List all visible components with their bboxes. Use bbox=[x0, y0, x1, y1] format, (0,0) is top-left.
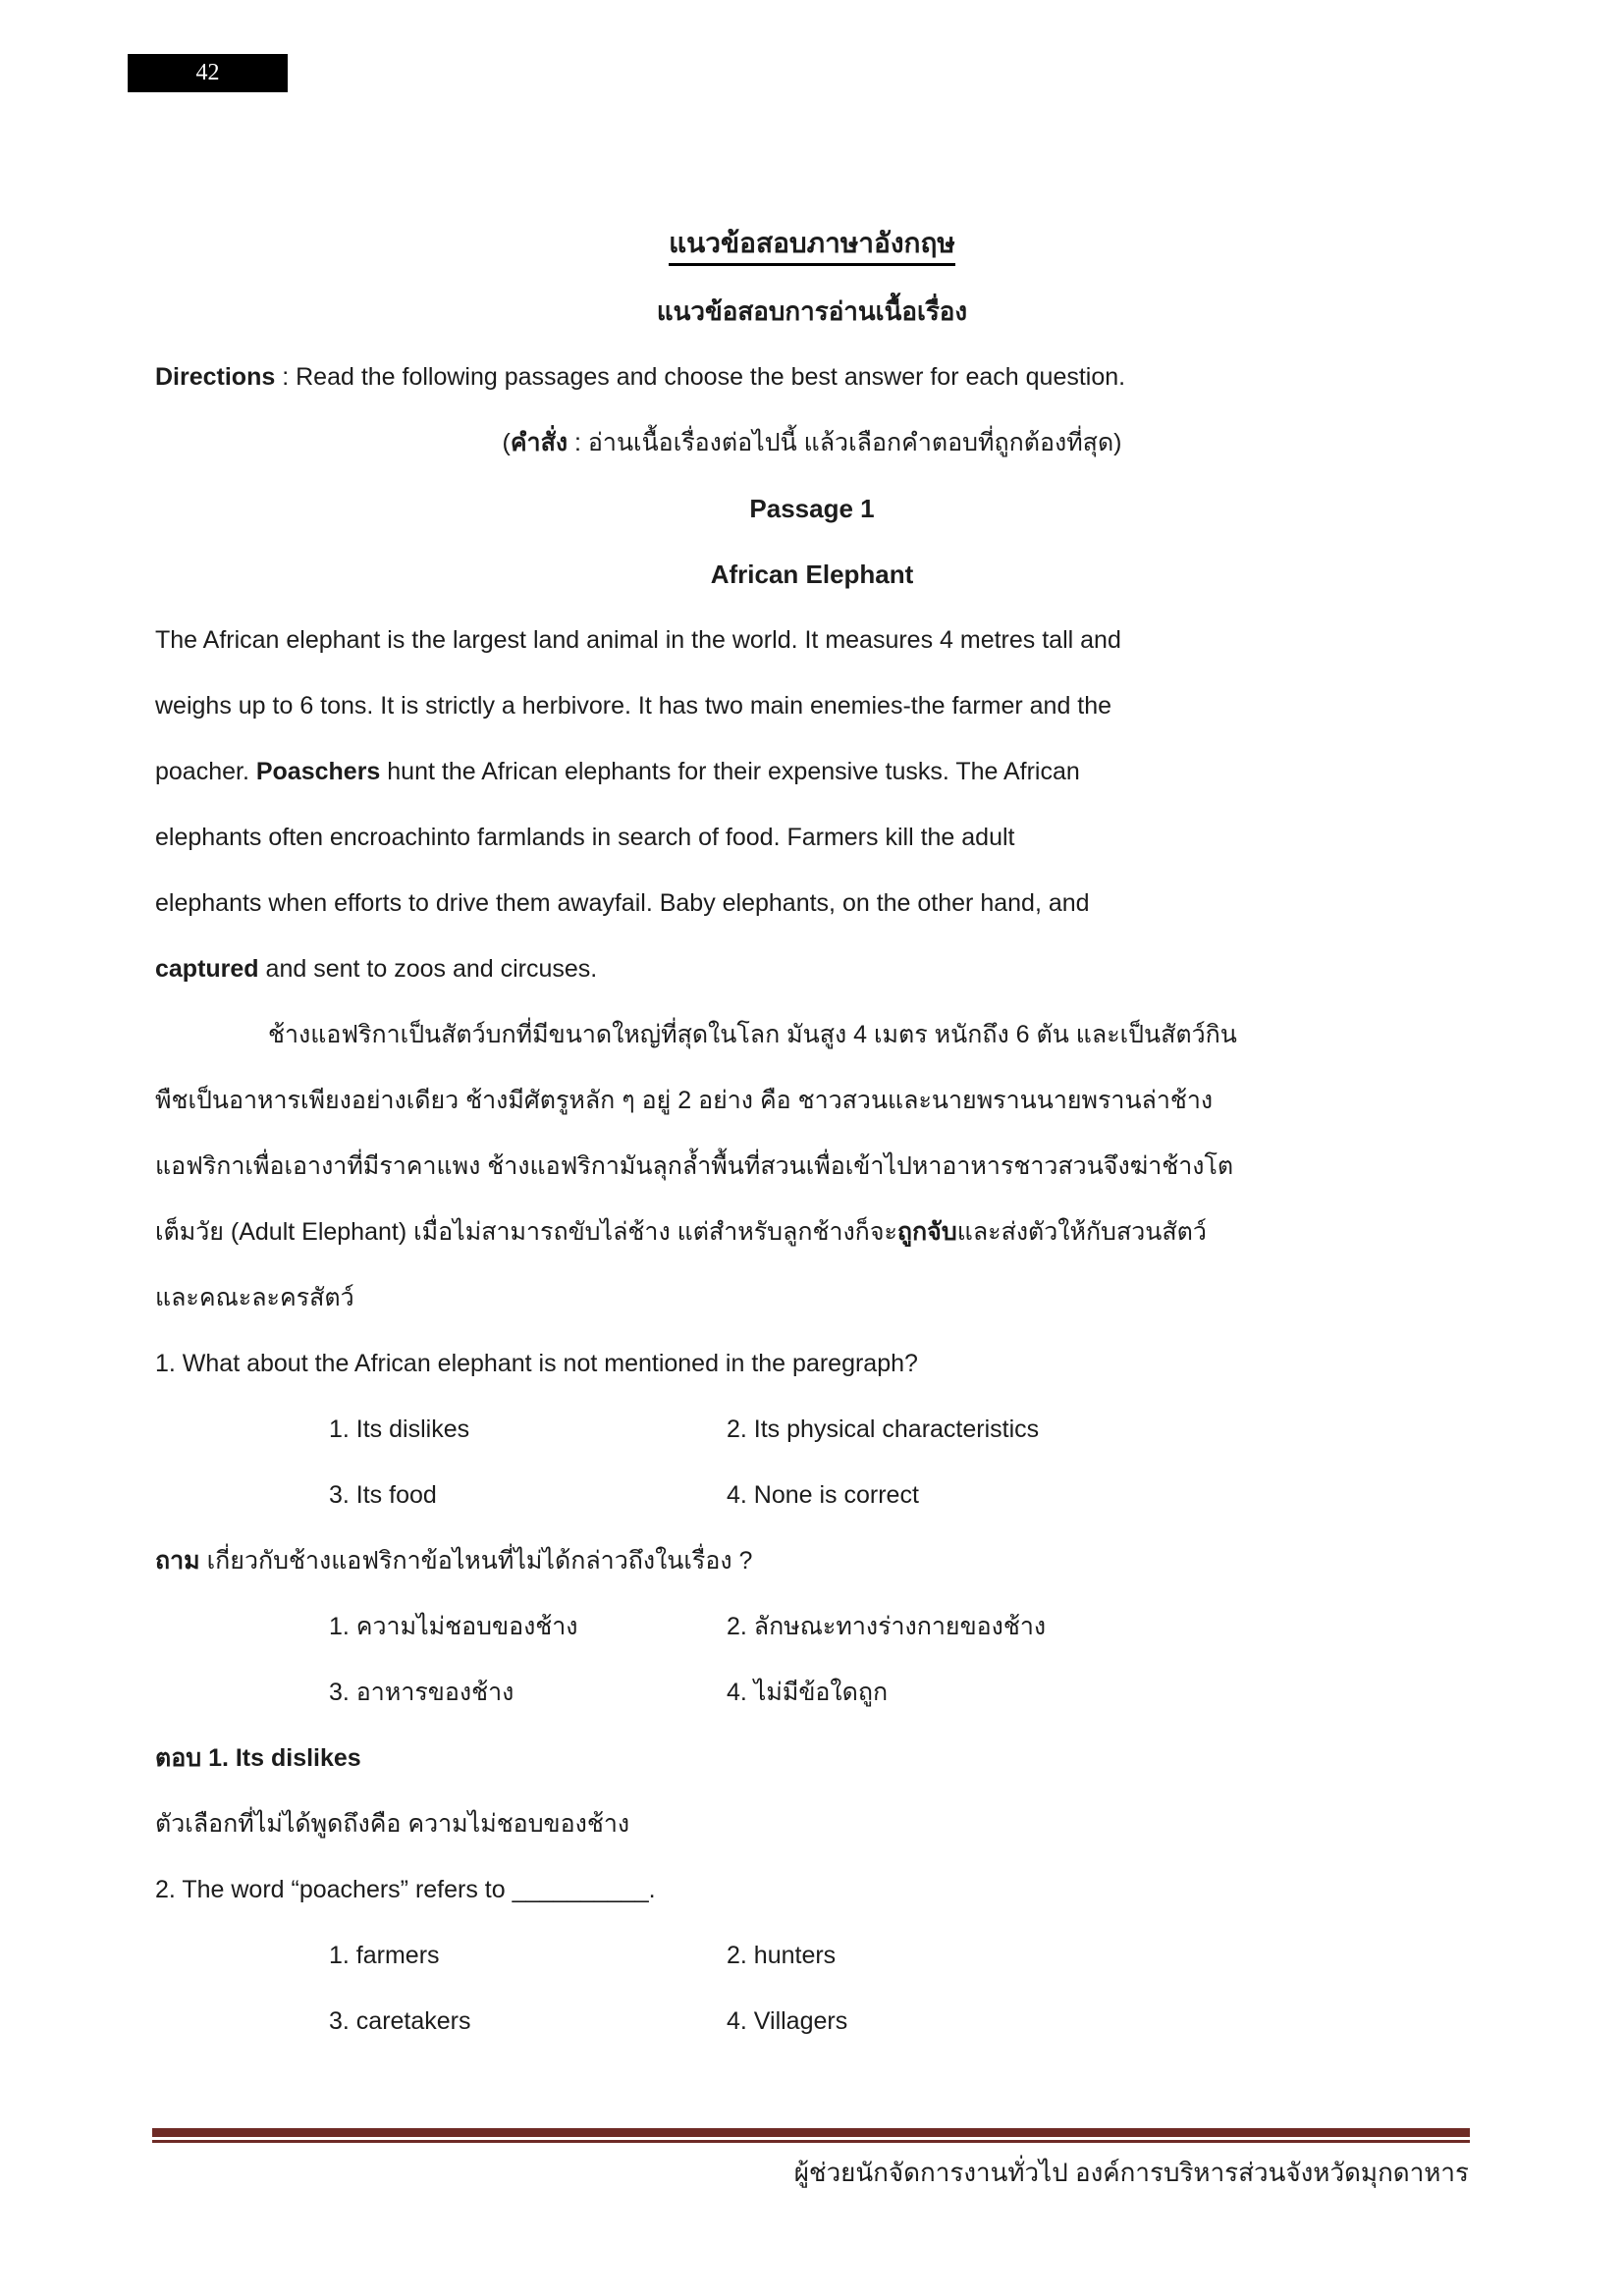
question-1-thai-option-4: 4. ไม่มีข้อใดถูก bbox=[727, 1678, 889, 1706]
document-subtitle-row bbox=[155, 279, 1469, 345]
passage-text: The African elephant is the largest land animal in the world. It measures 4 metres tall and bbox=[155, 625, 1121, 654]
question-1-options-row-2 bbox=[155, 1463, 1469, 1528]
answer-text: ตอบ 1. Its dislikes bbox=[155, 1743, 361, 1772]
passage-thai-line bbox=[155, 1002, 1469, 1068]
passage-text-bold: captured bbox=[155, 954, 259, 983]
passage-text-bold: Poaschers bbox=[255, 757, 381, 785]
page-number-badge bbox=[128, 54, 288, 92]
explanation-row bbox=[155, 1791, 1469, 1857]
passage-english-line bbox=[155, 936, 1469, 1002]
passage-thai-line bbox=[155, 1200, 1469, 1265]
question-1-options-row-1 bbox=[155, 1397, 1469, 1463]
passage-label: Passage 1 bbox=[749, 494, 875, 524]
question-1-thai-row bbox=[155, 1528, 1469, 1594]
directions-row bbox=[155, 345, 1469, 410]
question-1-option-1: 1. Its dislikes bbox=[329, 1415, 470, 1443]
question-1-thai-option-3: 3. อาหารของช้าง bbox=[329, 1678, 514, 1706]
passage-english-line bbox=[155, 871, 1469, 936]
passage-english-line bbox=[155, 608, 1469, 673]
question-1-thai-option-1: 1. ความไม่ชอบของช้าง bbox=[329, 1612, 578, 1640]
passage-english-line bbox=[155, 805, 1469, 871]
thai-directions-open: ( bbox=[502, 428, 511, 456]
thai-directions-label: คำสั่ง bbox=[510, 428, 568, 456]
document-title: แนวข้อสอบภาษาอังกฤษ bbox=[669, 226, 955, 266]
question-1-thai-label: ถาม bbox=[155, 1546, 200, 1575]
question-1-text: 1. What about the African elephant is not mentioned in the paregraph? bbox=[155, 1349, 918, 1377]
document-subtitle: แนวข้อสอบการอ่านเนื้อเรื่อง bbox=[656, 296, 968, 327]
explanation-text: ตัวเลือกที่ไม่ได้พูดถึงคือ ความไม่ชอบของช้าง bbox=[155, 1809, 630, 1838]
passage-thai-text: เต็มวัย (Adult Elephant) เมื่อไม่สามารถขับไล่ช้าง แต่สำหรับลูกช้างก็จะ bbox=[155, 1217, 897, 1246]
question-2-options-row-2 bbox=[155, 1989, 1469, 2055]
document-body bbox=[0, 213, 1624, 2055]
passage-text: weighs up to 6 tons. It is strictly a herbivore. It has two main enemies-the farmer and the bbox=[155, 691, 1112, 720]
passage-english-line bbox=[155, 673, 1469, 739]
passage-thai-text: พืชเป็นอาหารเพียงอย่างเดียว ช้างมีศัตรูหลัก ๆ อยู่ 2 อย่าง คือ ชาวสวนและนายพรานนายพรานล่าช้าง bbox=[155, 1086, 1214, 1114]
question-2-option-2: 2. hunters bbox=[727, 1941, 837, 1969]
question-1-option-4: 4. None is correct bbox=[727, 1480, 919, 1509]
directions-label: Directions bbox=[155, 362, 276, 391]
passage-title: African Elephant bbox=[710, 560, 914, 590]
question-1-option-3: 3. Its food bbox=[329, 1480, 437, 1509]
question-2-text: 2. The word “poachers” refers to __________. bbox=[155, 1875, 656, 1903]
directions-text: : Read the following passages and choose the best answer for each question. bbox=[275, 362, 1126, 391]
passage-text: and sent to zoos and circuses. bbox=[258, 954, 598, 983]
question-2-option-4: 4. Villagers bbox=[727, 2006, 848, 2035]
question-1-thai-text: เกี่ยวกับช้างแอฟริกาข้อไหนที่ไม่ได้กล่าวถึงในเรื่อง ? bbox=[199, 1546, 753, 1575]
question-1-thai-options-row-2 bbox=[155, 1660, 1469, 1726]
passage-english-line bbox=[155, 739, 1469, 805]
question-1-option-2: 2. Its physical characteristics bbox=[727, 1415, 1040, 1443]
document-title-row bbox=[155, 213, 1469, 279]
passage-text: hunt the African elephants for their expensive tusks. The African bbox=[380, 757, 1080, 785]
page-number: 42 bbox=[195, 60, 220, 85]
passage-thai-text: แอฟริกาเพื่อเอางาที่มีราคาแพง ช้างแอฟริกามันลุกล้ำพื้นที่สวนเพื่อเข้าไปหาอาหารชาวสวนจึงฆ่าช้างโต bbox=[155, 1151, 1234, 1180]
passage-text: elephants when efforts to drive them awayfail. Baby elephants, on the other hand, and bbox=[155, 888, 1090, 917]
passage-thai-line bbox=[155, 1068, 1469, 1134]
passage-thai-text: และส่งตัวให้กับสวนสัตว์ bbox=[956, 1217, 1207, 1246]
question-1-thai-option-2: 2. ลักษณะทางร่างกายของช้าง bbox=[727, 1612, 1047, 1640]
thai-directions-text: : อ่านเนื้อเรื่องต่อไปนี้ แล้วเลือกคำตอบที่ถูกต้องที่สุด) bbox=[568, 428, 1122, 456]
answer-row bbox=[155, 1726, 1469, 1791]
question-2-option-1: 1. farmers bbox=[329, 1941, 440, 1969]
passage-title-row bbox=[155, 542, 1469, 608]
question-1-row bbox=[155, 1331, 1469, 1397]
passage-label-row bbox=[155, 476, 1469, 542]
passage-thai-line bbox=[155, 1134, 1469, 1200]
question-2-options-row-1 bbox=[155, 1923, 1469, 1989]
footer-text: ผู้ช่วยนักจัดการงานทั่วไป องค์การบริหารส่วนจังหวัดมุกดาหาร bbox=[793, 2158, 1469, 2187]
question-1-thai-options-row-1 bbox=[155, 1594, 1469, 1660]
passage-thai-text: ช้างแอฟริกาเป็นสัตว์บกที่มีขนาดใหญ่ที่สุดในโลก มันสูง 4 เมตร หนักถึง 6 ตัน และเป็นสัตว์กิน bbox=[268, 1020, 1237, 1048]
passage-thai-text-bold: ถูกจับ bbox=[896, 1217, 957, 1246]
passage-thai-text: และคณะละครสัตว์ bbox=[155, 1283, 354, 1311]
question-2-option-3: 3. caretakers bbox=[329, 2006, 471, 2035]
thai-directions-row bbox=[155, 410, 1469, 476]
passage-text: elephants often encroachinto farmlands in search of food. Farmers kill the adult bbox=[155, 823, 1015, 851]
passage-thai-line bbox=[155, 1265, 1469, 1331]
question-2-row bbox=[155, 1857, 1469, 1923]
passage-text: poacher. bbox=[155, 757, 256, 785]
footer-divider bbox=[152, 2128, 1470, 2143]
